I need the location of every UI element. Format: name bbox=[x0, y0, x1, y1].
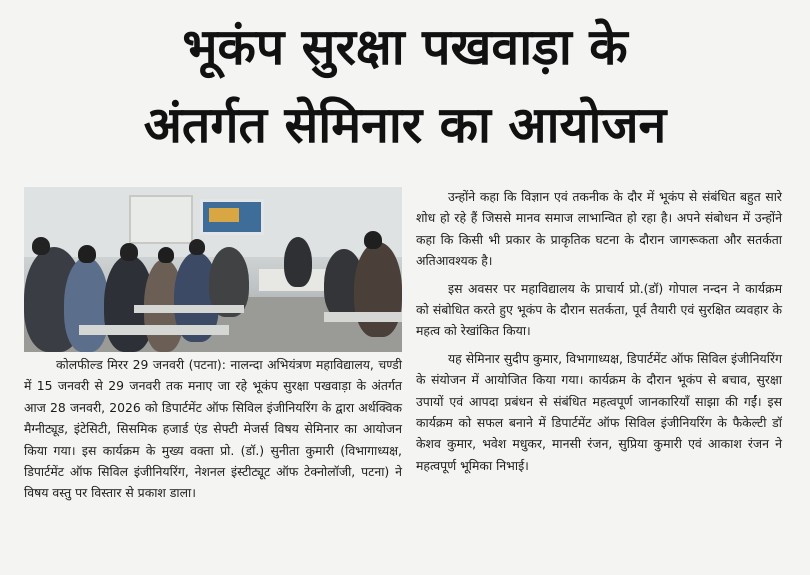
article-paragraph-1: कोलफील्ड मिरर 29 जनवरी (पटना): नालन्दा अभियंत्रण महाविद्यालय, चण्डी में 15 जनवरी से 29 जनवरी तक मनाए जा रहे भूकंप सुरक्षा पखवाड़ा के अंतर्गत आज 28 जनवरी, 2026 को डिपार्टमेंट ऑफ सिविल इंजीनियरिंग के द्वारा अर्थक्विक मैग्नीट्यूड, इंटेसिटी, सिसमिक हजार्ड एंड सेफ्टी मेजर्स विषय सेमिनार का आयोजन किया गया। इस कार्यक्रम के मुख्य वक्ता प्रो. (डॉ.) सुनीता कुमारी (विभागाध्यक्ष, डिपार्टमेंट ऑफ सिविल इंजीनियरिंग, नेशनल इंस्टीट्यूट ऑफ टेक्नोलॉजी, पटना) ने विषय वस्तु पर विस्तार से प्रकाश डाला। bbox=[24, 357, 402, 501]
article-right-column bbox=[416, 186, 782, 476]
article-paragraph-4: यह सेमिनार सुदीप कुमार, विभागाध्यक्ष, डिपार्टमेंट ऑफ सिविल इंजीनियरिंग के संयोजन में आयोजित किया गया। कार्यक्रम के दौरान भूकंप से बचाव, सुरक्षा उपायों एवं आपदा प्रबंधन से संबंधित महत्वपूर्ण जानकारियाँ साझा की गईं। इस कार्यक्रम को सफल बनाने में डिपार्टमेंट ऑफ सिविल इंजीनियरिंग के फैकेल्टी डॉ केशव कुमार, भवेश मधुकर, मानसी रंजन, सुप्रिया कुमारी एवं आकाश रंजन ने महत्वपूर्ण भूमिका निभाई। bbox=[416, 350, 782, 473]
article-paragraph-3: इस अवसर पर महाविद्यालय के प्राचार्य प्रो.(डॉ) गोपाल नन्दन ने कार्यक्रम को संबोधित करते हुए भूकंप के दौरान सतर्कता, पूर्व तैयारी एवं सुरक्षित व्यवहार के महत्व को रेखांकित किया। bbox=[416, 280, 782, 339]
headline-line-1: भूकंप सुरक्षा पखवाड़ा के bbox=[182, 18, 628, 76]
article-paragraph-2: उन्होंने कहा कि विज्ञान एवं तकनीक के दौर में भूकंप से संबंधित बहुत सारे शोध हो रहे हैं जिससे मानव समाज लाभान्वित हो रहा है। अपने संबोधन में उन्होंने कहा कि किसी भी प्रकार के प्राकृतिक घटना के दौरान जागरूकता और सतर्कता अतिआवश्यक है। bbox=[416, 189, 783, 269]
headline bbox=[0, 8, 810, 164]
headline-line-2: अंतर्गत सेमिनार का आयोजन bbox=[143, 96, 667, 154]
seminar-photo bbox=[24, 187, 402, 352]
article-left-column bbox=[24, 354, 402, 504]
